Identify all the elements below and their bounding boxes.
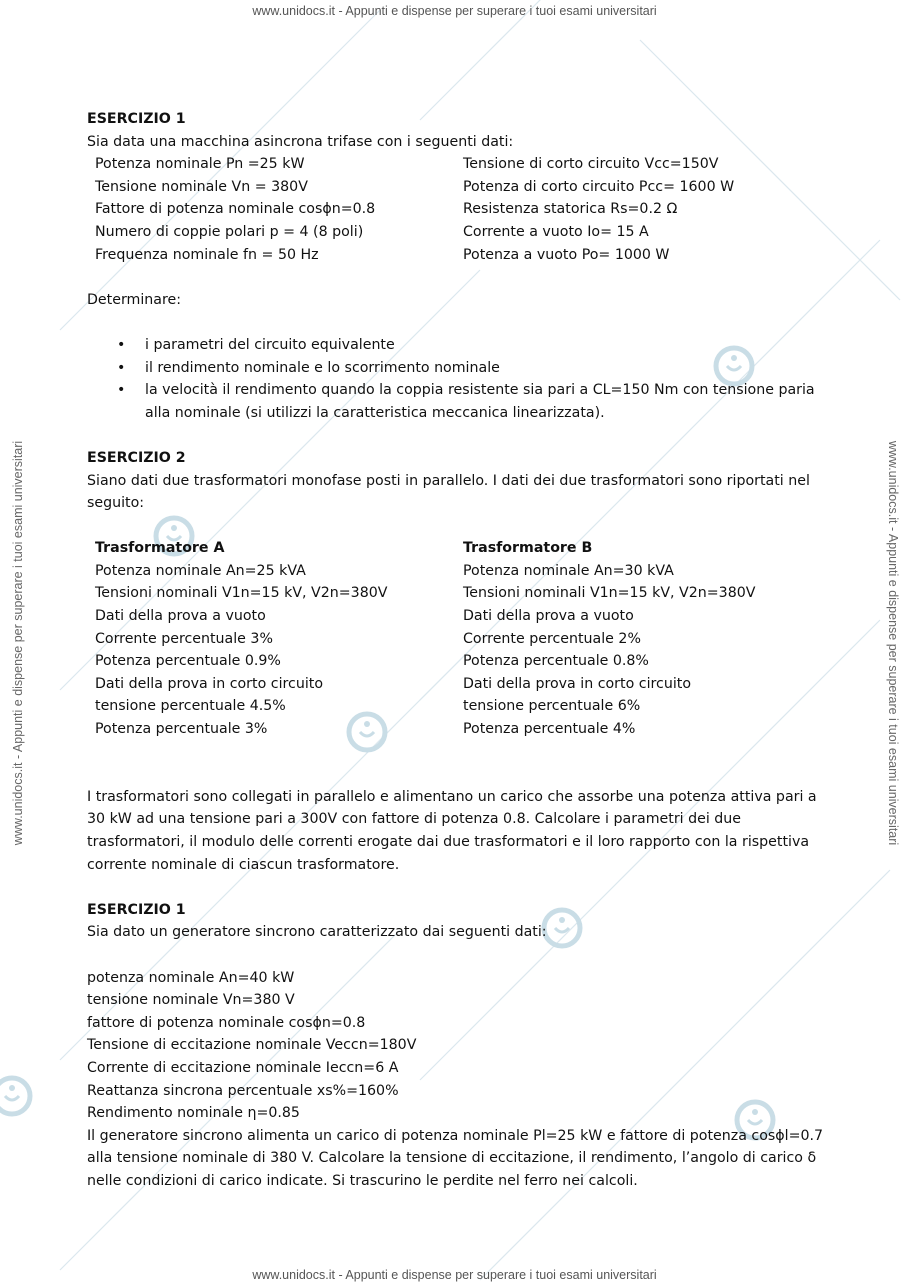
- data-item: Fattore di potenza nominale cosϕn=0.8: [95, 201, 376, 218]
- data-item: tensione nominale Vn=380 V: [87, 992, 295, 1009]
- data-item: Corrente percentuale 2%: [463, 630, 641, 647]
- watermark-header: www.unidocs.it - Appunti e dispense per superare i tuoi esami universitari: [252, 4, 657, 18]
- data-item: Dati della prova a vuoto: [463, 608, 634, 625]
- exercise-3-intro: Sia dato un generatore sincrono caratterizzato dai seguenti dati:: [87, 924, 547, 941]
- data-item: Potenza percentuale 3%: [95, 721, 268, 738]
- data-item: Rendimento nominale η=0.85: [87, 1105, 300, 1122]
- unidocs-logo-icon: [0, 1074, 34, 1118]
- watermark-footer: www.unidocs.it - Appunti e dispense per superare i tuoi esami universitari: [252, 1268, 657, 1282]
- transformer-data-table: [87, 537, 827, 740]
- data-item: Potenza di corto circuito Pcc= 1600 W: [463, 178, 735, 195]
- data-item: Potenza percentuale 4%: [463, 721, 636, 738]
- exercise-1-determine-label: Determinare:: [87, 291, 182, 308]
- data-item: tensione percentuale 6%: [463, 698, 641, 715]
- data-item: fattore di potenza nominale cosϕn=0.8: [87, 1014, 366, 1031]
- data-item: Resistenza statorica Rs=0.2 Ω: [463, 201, 678, 218]
- document-body: [87, 108, 827, 1193]
- exercise-1-data-table: [87, 153, 827, 266]
- data-item: Frequenza nominale fn = 50 Hz: [95, 246, 319, 263]
- data-item: Reattanza sincrona percentuale xs%=160%: [87, 1082, 399, 1099]
- data-item: Potenza a vuoto Po= 1000 W: [463, 246, 670, 263]
- exercise-2-intro: Siano dati due trasformatori monofase posti in parallelo. I dati dei due trasformatori sono riportati nel seguito:: [87, 472, 810, 512]
- data-item: Potenza nominale Pn =25 kW: [95, 156, 305, 173]
- exercise-3-text: Il generatore sincrono alimenta un carico di potenza nominale Pl=25 kW e fattore di potenza cosϕl=0.7 alla tensione nominale di 380 V. Calcolare la tensione di eccitazione, il rendimento, l’angolo di carico δ nelle condizioni di carico indicate. Si trascurino le perdite nel ferro nei calcoli.: [87, 1127, 824, 1189]
- list-item: • il rendimento nominale e lo scorrimento nominale: [145, 357, 827, 380]
- data-item: tensione percentuale 4.5%: [95, 698, 286, 715]
- exercise-2-text: I trasformatori sono collegati in parallelo e alimentano un carico che assorbe una potenza attiva pari a 30 kW ad una tensione pari a 300V con fattore di potenza 0.8. Calcolare i parametri dei due trasformatori, il modulo delle correnti erogate dai due trasformatori e il loro rapporto con la rispettiva corrente nominale di ciascun trasformatore.: [87, 788, 817, 873]
- data-item: Tensioni nominali V1n=15 kV, V2n=380V: [95, 585, 388, 602]
- generator-data-list: [87, 967, 827, 1125]
- exercise-2-title: ESERCIZIO 2: [87, 449, 186, 466]
- exercise-1-title: ESERCIZIO 1: [87, 111, 186, 127]
- exercise-3-title: ESERCIZIO 1: [87, 901, 186, 918]
- list-item: • la velocità il rendimento quando la coppia resistente sia pari a CL=150 Nm con tensione paria alla nominale (si utilizzi la caratteristica meccanica linearizzata).: [145, 379, 827, 424]
- data-item: Potenza nominale An=30 kVA: [463, 562, 674, 579]
- data-item: Dati della prova in corto circuito: [463, 675, 692, 692]
- exercise-1-tasks: [87, 334, 827, 424]
- data-item: Corrente percentuale 3%: [95, 630, 273, 647]
- transformer-a-title: Trasformatore A: [95, 540, 225, 557]
- data-item: Tensione di corto circuito Vcc=150V: [463, 156, 719, 173]
- data-item: Tensione nominale Vn = 380V: [95, 178, 308, 195]
- data-item: Tensioni nominali V1n=15 kV, V2n=380V: [463, 585, 756, 602]
- data-item: Potenza percentuale 0.9%: [95, 653, 281, 670]
- data-item: Corrente a vuoto Io= 15 A: [463, 223, 649, 240]
- transformer-b-title: Trasformatore B: [463, 540, 593, 557]
- list-item: • i parametri del circuito equivalente: [145, 334, 827, 357]
- exercise-1-intro: Sia data una macchina asincrona trifase con i seguenti dati:: [87, 133, 514, 150]
- data-item: Dati della prova a vuoto: [95, 608, 266, 625]
- watermark-right: www.unidocs.it - Appunti e dispense per superare i tuoi esami universitari: [886, 440, 900, 846]
- data-item: Numero di coppie polari p = 4 (8 poli): [95, 223, 364, 240]
- watermark-left: www.unidocs.it - Appunti e dispense per superare i tuoi esami universitari: [11, 440, 25, 846]
- data-item: potenza nominale An=40 kW: [87, 969, 295, 986]
- data-item: Tensione di eccitazione nominale Veccn=180V: [87, 1037, 417, 1054]
- data-item: Dati della prova in corto circuito: [95, 675, 324, 692]
- data-item: Corrente di eccitazione nominale Ieccn=6 A: [87, 1059, 399, 1076]
- data-item: Potenza percentuale 0.8%: [463, 653, 649, 670]
- data-item: Potenza nominale An=25 kVA: [95, 562, 306, 579]
